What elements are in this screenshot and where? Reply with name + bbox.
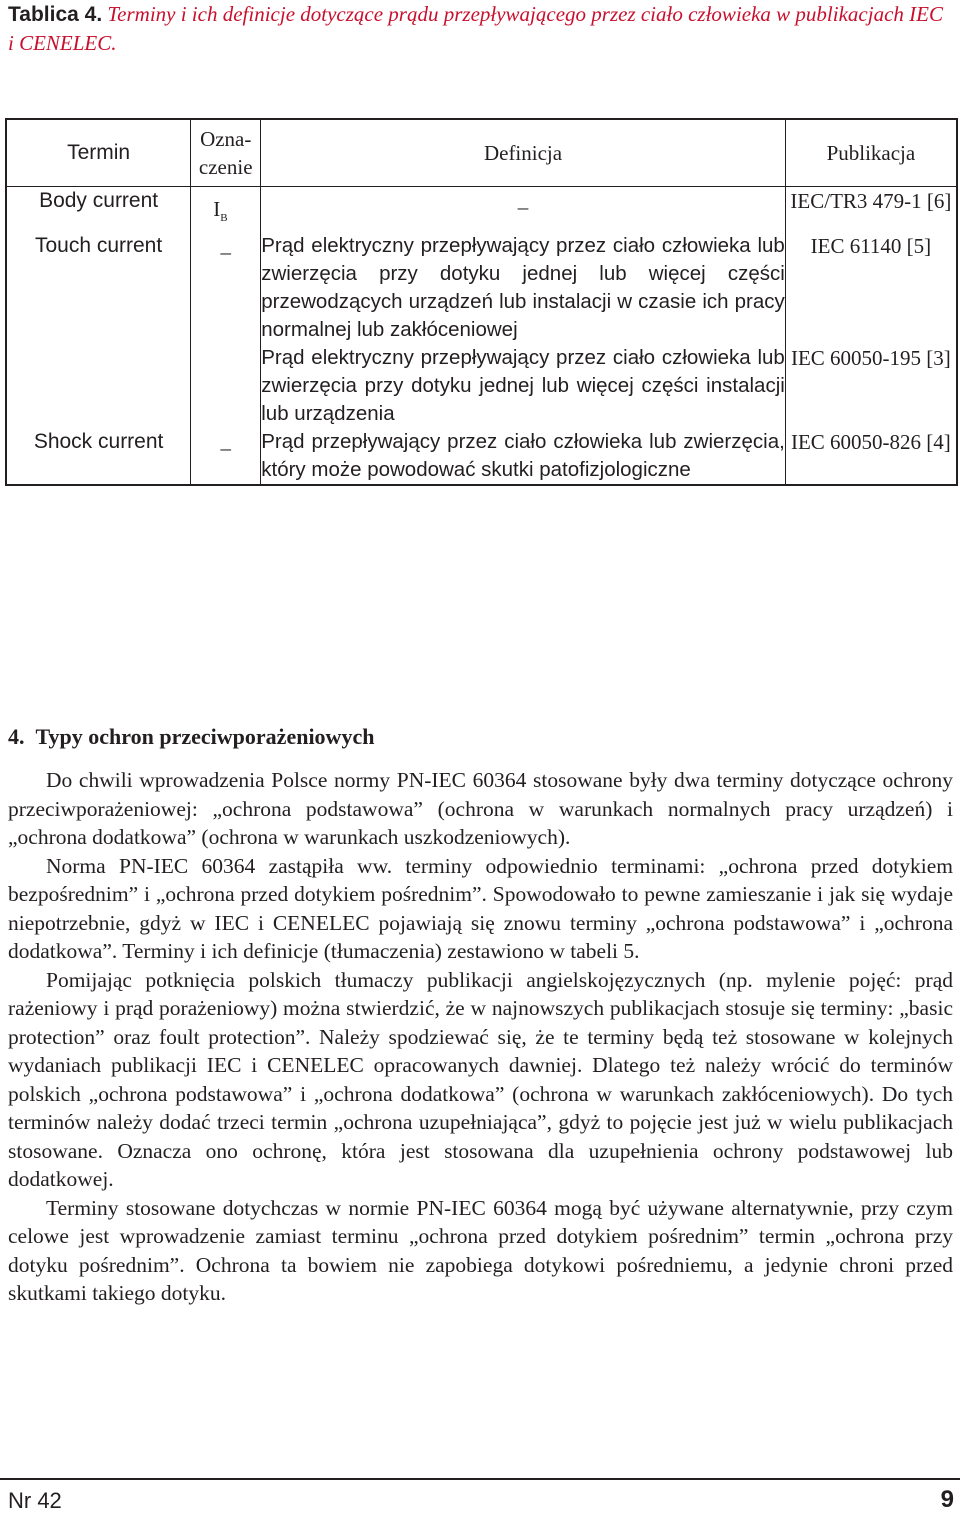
cell-publication: IEC 60050-195 [3] <box>785 344 957 428</box>
header-symbol <box>191 119 261 187</box>
cell-term: Body current <box>6 187 191 233</box>
table-header-row <box>6 119 957 187</box>
header-term: Termin <box>6 119 191 187</box>
body-text <box>8 766 953 1308</box>
cell-symbol <box>191 344 261 428</box>
cell-term: Touch current <box>6 232 191 344</box>
symbol-dash: – <box>220 240 231 265</box>
table-caption <box>8 0 953 57</box>
cell-term <box>6 344 191 428</box>
cell-publication: IEC 61140 [5] <box>785 232 957 344</box>
cell-definition: Prąd przepływający przez ciało człowieka lub zwierzęcia, który może powodować skutki patofizjologiczne <box>261 428 786 485</box>
table-row <box>6 187 957 233</box>
section-heading <box>8 722 374 752</box>
cell-symbol <box>191 187 261 233</box>
cell-term: Shock current <box>6 428 191 485</box>
page-number: 9 <box>940 1486 954 1513</box>
definition-dash: – <box>517 195 529 219</box>
table-row <box>6 344 957 428</box>
symbol-dash: – <box>220 436 231 461</box>
cell-publication: IEC/TR3 479-1 [6] <box>785 187 957 233</box>
caption-title: Terminy i ich definicje dotyczące prądu przepływającego przez ciało człowieka w publikacjach IEC i CENELEC. <box>8 2 943 55</box>
paragraph: Do chwili wprowadzenia Polsce normy PN-IEC 60364 stosowane były dwa terminy dotyczące ochrony przeciwporażeniowej: „ochrona podstawowa” (ochrona w warunkach normalnych pracy urządzeń) i „ochrona dodatkowa” (ochrona w warunkach uszkodzeniowych). <box>8 768 953 849</box>
section-number: 4. <box>8 724 25 749</box>
cell-definition: Prąd elektryczny przepływający przez ciało człowieka lub zwierzęcia przy dotyku jednej lub więcej części przewodzących urządzeń lub instalacji w czasie ich pracy normalnej lub zakłóceniowej <box>261 232 786 344</box>
table-row <box>6 232 957 344</box>
section-title: Typy ochron przeciwporażeniowych <box>35 724 375 749</box>
symbol-main: I <box>213 197 221 221</box>
header-symbol-line2: czenie <box>198 155 253 179</box>
footer-rule <box>0 1478 960 1480</box>
header-publication: Publikacja <box>785 119 957 187</box>
cell-symbol <box>191 232 261 344</box>
cell-symbol <box>191 428 261 485</box>
caption-label: Tablica 4. <box>8 3 103 26</box>
table-row <box>6 428 957 485</box>
symbol-sub: B <box>220 212 228 225</box>
cell-definition: Prąd elektryczny przepływający przez ciało człowieka lub zwierzęcia przy dotyku jednej lub więcej części instalacji lub urządzenia <box>261 344 786 428</box>
paragraph: Pomijając potknięcia polskich tłumaczy publikacji angielskojęzycznych (np. mylenie pojęć: prąd rażeniowy i prąd porażeniowy) można stwierdzić, że w najnowszych publikacjach stosuje się terminy: „basic protection” oraz foult protection”. Należy spodziewać się, że te terminy będą też stosowane w kolejnych wydaniach publikacji IEC i CENELEC opracowanych dawniej. Dlatego też należy wrócić do terminów polskich „ochrona podstawowa” i „ochrona dodatkowa” (ochrona w warunkach zakłóceniowych). Do tych terminów należy dodać trzeci termin „ochrona uzupełniająca”, gdyż to pojęcie jest już w wielu publikacjach stosowane. Oznacza ono ochronę, która jest stosowana dla uzupełnienia ochrony podstawowej lub dodatkowej. <box>8 967 953 1191</box>
header-symbol-line1: Ozna- <box>200 127 252 151</box>
header-definition: Definicja <box>261 119 786 187</box>
cell-publication: IEC 60050-826 [4] <box>785 428 957 485</box>
issue-number: Nr 42 <box>8 1488 62 1513</box>
paragraph: Terminy stosowane dotychczas w normie PN-IEC 60364 mogą być używane alternatywnie, przy czym celowe jest wprowadzenie zamiast terminu „ochrona przed dotykiem pośrednim” termin „ochrona przy dotyku pośrednim”. Ochrona ta bowiem nie zapobiega dotykowi pośredniemu, a jedynie chroni przed skutkami takiego dotyku. <box>8 1195 953 1305</box>
paragraph: Norma PN-IEC 60364 zastąpiła ww. terminy odpowiednio terminami: „ochrona przed dotykiem bezpośrednim” i „ochrona przed dotykiem pośrednim”. Spowodowało to pewne zamieszanie i jak się wydaje niepotrzebnie, gdyż w IEC i CENELEC pojawiają się znowu terminy „ochrona podstawowa” i „ochrona dodatkowa”. Terminy i ich definicje (tłumaczenia) zestawiono w tabeli 5. <box>8 853 953 963</box>
terms-table <box>5 118 958 486</box>
cell-definition <box>261 187 786 233</box>
